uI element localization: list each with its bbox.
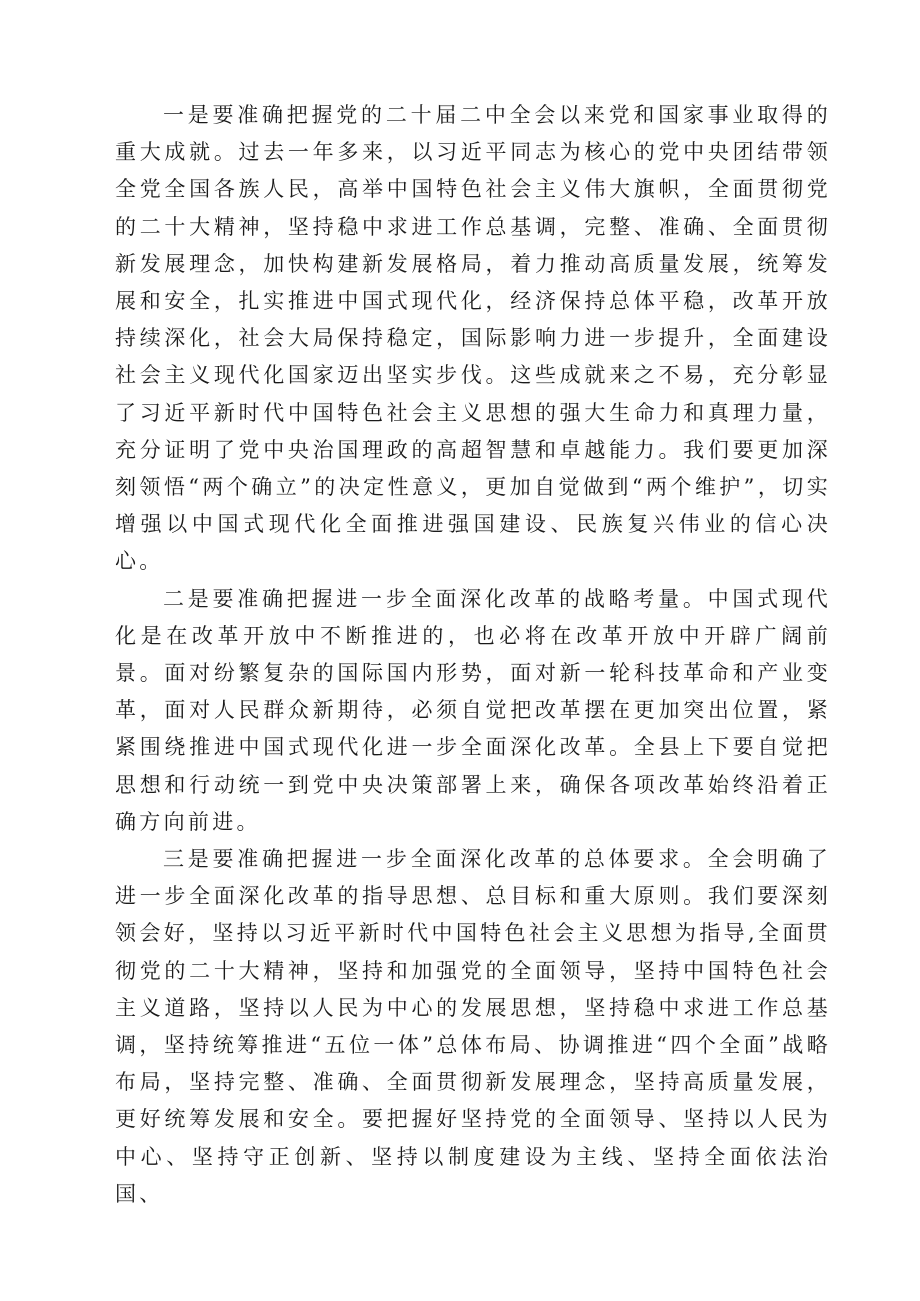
document-body (115, 97, 831, 1213)
paragraph-1: 一是要准确把握党的二十届二中全会以来党和国家事业取得的重大成就。过去一年多来，以习近平同志为核心的党中央团结带领全党全国各族人民，高举中国特色社会主义伟大旗帜，全面贯彻党的二十大精神，坚持稳中求进工作总基调，完整、准确、全面贯彻新发展理念，加快构建新发展格局，着力推动高质量发展，统筹发展和安全，扎实推进中国式现代化，经济保持总体平稳，改革开放持续深化，社会大局保持稳定，国际影响力进一步提升，全面建设社会主义现代化国家迈出坚实步伐。这些成就来之不易，充分彰显了习近平新时代中国特色社会主义思想的强大生命力和真理力量，充分证明了党中央治国理政的高超智慧和卓越能力。我们要更加深刻领悟“两个确立”的决定性意义，更加自觉做到“两个维护”，切实增强以中国式现代化全面推进强国建设、民族复兴伟业的信心决心。 (115, 103, 831, 574)
paragraph-2: 二是要准确把握进一步全面深化改革的战略考量。中国式现代化是在改革开放中不断推进的，也必将在改革开放中开辟广阔前景。面对纷繁复杂的国际国内形势，面对新一轮科技革命和产业变革，面对人民群众新期待，必须自觉把改革摆在更加突出位置，紧紧围绕推进中国式现代化进一步全面深化改革。全县上下要自觉把思想和行动统一到党中央决策部署上来，确保各项改革始终沿着正确方向前进。 (115, 586, 831, 834)
paragraph-3: 三是要准确把握进一步全面深化改革的总体要求。全会明确了进一步全面深化改革的指导思想、总目标和重大原则。我们要深刻领会好，坚持以习近平新时代中国特色社会主义思想为指导,全面贯彻党的二十大精神，坚持和加强党的全面领导，坚持中国特色社会主义道路，坚持以人民为中心的发展思想，坚持稳中求进工作总基调，坚持统筹推进“五位一体”总体布局、协调推进“四个全面”战略布局，坚持完整、准确、全面贯彻新发展理念，坚持高质量发展，更好统筹发展和安全。要把握好坚持党的全面领导、坚持以人民为中心、坚持守正创新、坚持以制度建设为主线、坚持全面依法治国、 (115, 847, 831, 1206)
